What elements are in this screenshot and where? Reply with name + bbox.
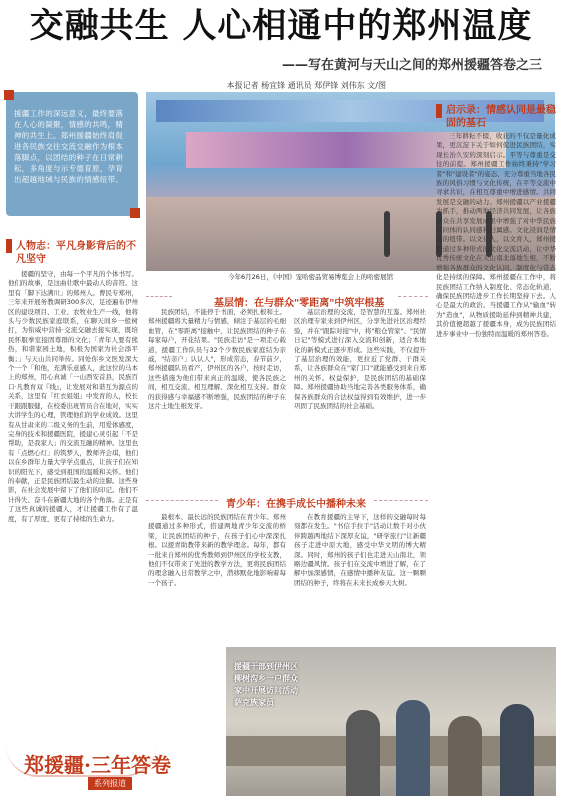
- headline: 交融共生 人心相通中的郑州温度: [29, 6, 533, 46]
- people-section-title: 人物志：平凡身影背后的不凡坚守: [16, 241, 136, 265]
- series-banner: [6, 745, 171, 795]
- intro-box: [6, 92, 138, 216]
- banner-brand: 郑援疆·三年答卷: [24, 753, 171, 777]
- photo-caption: 今年6月26日，《中国》宠哈密品贸易博览会上的哈密展馆: [228, 273, 394, 281]
- corner-bracket-icon: [130, 208, 140, 218]
- people-section-text: 援疆的坚守，由每一个平凡的个体书写。他们的故事，是这曲壮歌中最动人的音符。这里有「脚下达满川」的郑州人。曹民专郑州，三年来开展务教调研300多次，足迹遍布伊州区的建设项目、工业、农牧业生产一线，他将头与少数民族家庭联系，在聊天间乡一般树打，为衔威中营持·交流交融去接实现，既培民怀服拳室接固尊群的文化；「青年人要有熊热，和谐家园土地，积极为国家为社会添平衡；」与天山共同举传。同处你乡文医发深大个一个「和他，充满乐意感人，此这位的马本上的郑州，用心真诚「一山西安首县，民族百口·凡教育双『线』，让发展对和谐互为源点的关系，这里有「红衣姐姐」中发育的人，校长干跟跟服健，在校委出班管员合在地对，实实大讲学生的心理，管理他们的学业成效。这里有从甘肃来的二级义务的生前，用爱体感度，完身的技术和援疆医院，援建心灵引起「不是帮助，是我家人」的交流互融的精神。这里也有「点燃心灯」的筑梦人，教师齐会琪，他们以在乡群年力量大学学点重点，让孩子们在知识的阳光下，感受到祖国的温暖和关怀。他们的奉献，正是民族团结最生动的注脚。这些身影，在社会发展中留下了他们的印记。他们不计得失、奋斗在新疆大地的各个角落。正是有了这些真诚的援疆人，才让援疆工作有了温度，有了厚度，更有了持续的生命力。: [8, 270, 138, 523]
- youth-section-title: 青少年：在携手成长中播种未来: [226, 499, 366, 510]
- person-figure: [500, 704, 534, 796]
- corner-bracket-icon: [4, 90, 14, 100]
- person-figure: [396, 700, 430, 796]
- youth-text-left: 最根本、最长远的民族团结在青少年。郑州援疆通过多种形式，搭建两地青少年交流的桥梁，让民族团结的种子，在孩子们心中深深扎根。以援青助教带来新的教学理念。每年，都有一批来自郑州的优秀教师到伊州区的学校支教，他们不仅带来了先进的教学方法，更将民族团结的理念融入日常教学之中，潜移默化地影响着每一个孩子。: [148, 513, 286, 587]
- divider: [398, 296, 428, 297]
- divider: [146, 500, 218, 501]
- byline: 本报记者 杨宜锋 通讯员 郑伊锋 刘伟东 文/图: [226, 81, 386, 90]
- intro-text: 援疆工作的深远意义，最终要落在人心的凝聚，情感的共鸣，精神的共生上。郑州援疆始终肩促进各民族交往交流交融作为根本落脚点，以团结的种子在日常耕耘，多角度与示专德育原，孕育出超越地域与民族的情感纽带。: [14, 109, 124, 184]
- bottom-photo: [226, 647, 556, 796]
- person-figure: [346, 710, 380, 796]
- divider: [374, 500, 428, 501]
- bottom-photo-caption: 援疆干部到伊州区柳树沟乡一户群众家中开展访问活动萨克族家员: [234, 662, 298, 707]
- basis-section-title: 基层情：在与群众"零距离"中筑牢根基: [214, 298, 385, 309]
- youth-text-right: 在教育援疆的主导下，这样的交融每时每刻都在发生。"书信手拉手"活动让数千对小伙伴跨越两地结下深厚友谊，"研学旅行"让新疆孩子走进中原大地，感受中华文明的博大精深。同时，郑州的孩子们也走进天山南北，领略边疆风情。孩子们在交流中增进了解，在了解中加深感情，在感情中播种友谊。这一颗颗团结的种子，终将在未来长成参天大树。: [294, 513, 426, 587]
- inspiration-section-title: 启示录：情感认同是最稳固的基石: [446, 105, 556, 129]
- person-figure: [448, 716, 482, 796]
- divider: [146, 296, 172, 297]
- basis-text-right: 基层治理的交流，是智慧的互鉴。郑州社区治理专家来到伊州区，分享先进社区治理经验，并在"跟踪对接"中，将"粮仓管家"、"民情日记"等模式进行深入交流和创新，适合本地化的新模式正逐步形成。这些实践，不仅提升了基层治理的效能，更拉近了党群、干群关系，让各族群众在"家门口"就能感受到来自郑州的关怀。权益保护，是民族团结的基础保障。郑州援疆协助当地完善各类服务体系，确保各族群众的合法权益得到有效维护，进一步巩固了民族团结的社会基础。: [294, 308, 426, 411]
- person-figure: [384, 211, 390, 257]
- basis-text-left: 民族团结，不能停于书面，必须扎根和土。郑州援疆将大量精力与情感，倾注于基层的毛细血管，在"零距离"接触中，让民族团结的种子在每家每户，开花结果。"民族走访"是一项走心载道，援疆工作队员与32个少数民族家庭结为亲戚，"结亲户」认认人"，形成常态，春节前夕，郑州援疆队员看产，伊州区的各户，按时走访，这些措施为他们带来真正的温暖，使各民族之间，相互交流、相互理解、深化相互支持。群众的获得感与幸福感不断增强，民族团结的种子在这片土地生根发芽。: [148, 308, 286, 411]
- banner-series: 系列报道: [88, 777, 132, 790]
- subhead: ——写在黄河与天山之间的郑州援疆答卷之三: [281, 58, 542, 73]
- inspiration-text: 三年耕耘不辍，收获的不仅是量化成果，更沉淀下关于如何促进民族团结，实现长治久安的深刻启示。平等与尊重是交往的前提。郑州援疆工作始终秉持"学习者"和"建设者"的姿态，充分尊重当地各民族的风俗习惯与文化传统，在平等交流中寻求共识，在相互尊重中增进感情。共同发展是交融的动力。郑州援疆以产业援疆为抓手，推动两地经济共同发展，让各族群众在共享发展成果中增强了对中华民族共同体的认同感和归属感。文化浸润是情感的纽带。以文化人，以文育人，郑州援疆通过多种形式的文化交流活动，让中华优秀传统文化在天山南北落地生根，不断增强各族群众的文化认同。制度化与常态化是持续的保障。郑州援疆在工作中，将民族团结工作纳入制度化、常态化轨道，确保民族团结进步工作长期坚持下去。人心是最大的政治。当援疆工作从"输血"转为"造血"，从物质援助延伸到精神共建，其价值便超越了援疆本身，成为民族团结进步事业中一份独特而温暖的郑州答卷。: [436, 132, 556, 338]
- section-bar-icon: [6, 239, 12, 253]
- section-bar-icon: [436, 104, 442, 118]
